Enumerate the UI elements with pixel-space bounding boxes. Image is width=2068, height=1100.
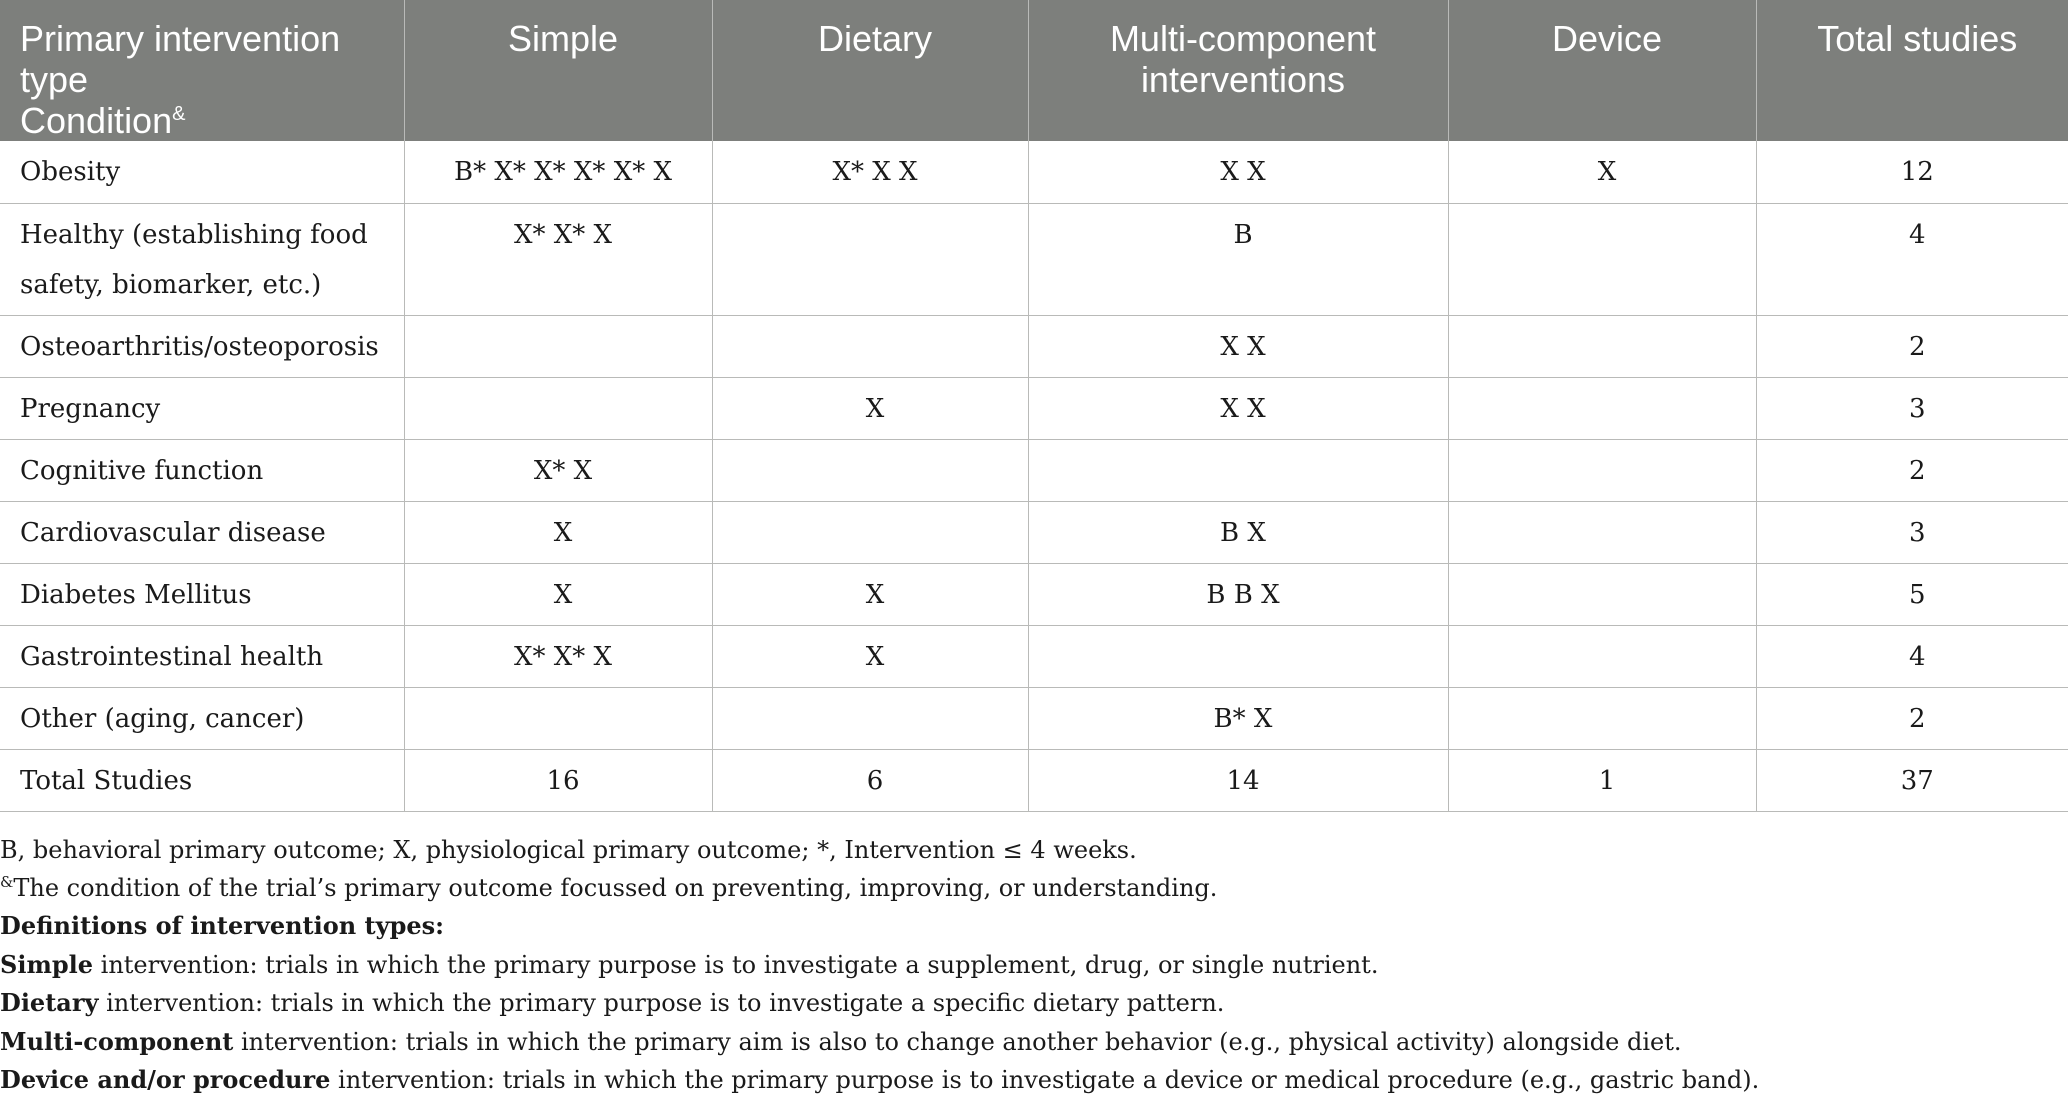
cell-total: 2 <box>1756 315 2068 377</box>
cell-total: 3 <box>1756 377 2068 439</box>
cell-condition <box>0 203 404 315</box>
definitions-title-text: Definitions of intervention types: <box>0 911 445 940</box>
cell-device <box>1448 377 1756 439</box>
cell-condition: Pregnancy <box>0 377 404 439</box>
cell-device <box>1448 687 1756 749</box>
simple-definition-text: intervention: trials in which the primary purpose is to investigate a supplement, drug, or single nutrient. <box>93 950 1379 979</box>
header-simple: Simple <box>404 0 712 141</box>
cell-multi: B B X <box>1028 563 1448 625</box>
cell-device: X <box>1448 141 1756 203</box>
header-condition <box>0 0 404 141</box>
table-row <box>0 203 2068 315</box>
cell-total: 2 <box>1756 687 2068 749</box>
multi-term: Multi-component <box>0 1026 234 1056</box>
cell-dietary: 6 <box>712 749 1028 811</box>
cell-dietary: X <box>712 625 1028 687</box>
cell-total: 3 <box>1756 501 2068 563</box>
cell-simple <box>404 687 712 749</box>
simple-term: Simple <box>0 949 94 979</box>
cell-device <box>1448 203 1756 315</box>
cell-simple: X* X* X <box>404 625 712 687</box>
cell-total: 37 <box>1756 749 2068 811</box>
multi-definition-text: intervention: trials in which the primary aim is also to change another behavior (e.g., physical activity) alongside diet. <box>233 1027 1682 1056</box>
table-row <box>0 439 2068 501</box>
cell-multi <box>1028 625 1448 687</box>
header-multi-line2: interventions <box>1140 59 1346 100</box>
footnote-condition <box>0 870 2060 908</box>
cell-simple: X <box>404 563 712 625</box>
cell-dietary <box>712 203 1028 315</box>
cell-dietary: X <box>712 563 1028 625</box>
footnote-device-definition <box>0 1061 2060 1100</box>
cell-multi: B <box>1028 203 1448 315</box>
cell-device <box>1448 501 1756 563</box>
cell-simple <box>404 377 712 439</box>
cell-total: 12 <box>1756 141 2068 203</box>
table-body <box>0 141 2068 811</box>
cell-multi: B X <box>1028 501 1448 563</box>
dietary-definition-text: intervention: trials in which the primary purpose is to investigate a specific dietary pattern. <box>98 989 1225 1017</box>
footnote-simple-definition <box>0 946 2060 985</box>
cell-device: 1 <box>1448 749 1756 811</box>
table-row <box>0 625 2068 687</box>
header-condition-line3 <box>20 100 394 141</box>
footnote-dietary-definition <box>0 984 2060 1023</box>
table-row <box>0 687 2068 749</box>
cell-simple <box>404 315 712 377</box>
cell-condition: Gastrointestinal health <box>0 625 404 687</box>
header-condition-line2: type <box>20 59 89 100</box>
header-device: Device <box>1448 0 1756 141</box>
cell-simple: 16 <box>404 749 712 811</box>
table-header <box>0 0 2068 141</box>
cell-total: 2 <box>1756 439 2068 501</box>
cell-condition: Cardiovascular disease <box>0 501 404 563</box>
cell-condition-line2: safety, biomarker, etc.) <box>20 269 322 300</box>
cell-device <box>1448 563 1756 625</box>
device-definition-text: intervention: trials in which the primary purpose is to investigate a device or medical procedure (e.g., gastric band). <box>330 1066 1760 1094</box>
cell-condition: Obesity <box>0 141 404 203</box>
cell-condition: Diabetes Mellitus <box>0 563 404 625</box>
cell-multi: 14 <box>1028 749 1448 811</box>
table-row <box>0 315 2068 377</box>
table-footnotes <box>0 832 2060 1100</box>
cell-multi: B* X <box>1028 687 1448 749</box>
total-row <box>0 749 2068 811</box>
footnote-definitions-title <box>0 907 2060 946</box>
table-row <box>0 501 2068 563</box>
cell-dietary: X* X X <box>712 141 1028 203</box>
header-row <box>0 0 2068 141</box>
cell-condition-line1: Healthy (establishing food <box>20 219 368 250</box>
cell-device <box>1448 439 1756 501</box>
table-row <box>0 377 2068 439</box>
cell-dietary <box>712 315 1028 377</box>
cell-total: 4 <box>1756 625 2068 687</box>
header-condition-text: Condition <box>20 100 173 141</box>
cell-dietary <box>712 501 1028 563</box>
cell-multi <box>1028 439 1448 501</box>
header-multi-line1: Multi-component <box>1109 18 1377 59</box>
header-condition-line1: Primary intervention <box>20 18 341 59</box>
cell-multi: X X <box>1028 141 1448 203</box>
table-row <box>0 141 2068 203</box>
cell-dietary <box>712 687 1028 749</box>
cell-condition: Osteoarthritis/osteoporosis <box>0 315 404 377</box>
cell-dietary <box>712 439 1028 501</box>
dietary-term: Dietary <box>0 988 99 1017</box>
footnote-condition-text: The condition of the trial’s primary outcome focussed on preventing, improving, or understanding. <box>13 873 1218 902</box>
cell-total: 5 <box>1756 563 2068 625</box>
header-condition-sup: & <box>172 103 186 125</box>
device-term: Device and/or procedure <box>0 1065 331 1094</box>
table-row <box>0 563 2068 625</box>
cell-condition: Other (aging, cancer) <box>0 687 404 749</box>
cell-total: 4 <box>1756 203 2068 315</box>
cell-multi: X X <box>1028 377 1448 439</box>
cell-condition: Total Studies <box>0 749 404 811</box>
cell-simple: B* X* X* X* X* X <box>404 141 712 203</box>
cell-device <box>1448 625 1756 687</box>
cell-dietary: X <box>712 377 1028 439</box>
cell-device <box>1448 315 1756 377</box>
footnote-legend: B, behavioral primary outcome; X, physiological primary outcome; *, Intervention ≤ 4 weeks. <box>0 836 1137 864</box>
footnote-condition-sup: & <box>0 872 14 891</box>
cell-condition: Cognitive function <box>0 439 404 501</box>
cell-multi: X X <box>1028 315 1448 377</box>
header-dietary: Dietary <box>712 0 1028 141</box>
cell-simple: X <box>404 501 712 563</box>
header-multi-component <box>1028 0 1448 141</box>
header-total: Total studies <box>1756 0 2068 141</box>
cell-simple: X* X <box>404 439 712 501</box>
footnote-multi-definition <box>0 1023 2060 1062</box>
cell-simple: X* X* X <box>404 203 712 315</box>
